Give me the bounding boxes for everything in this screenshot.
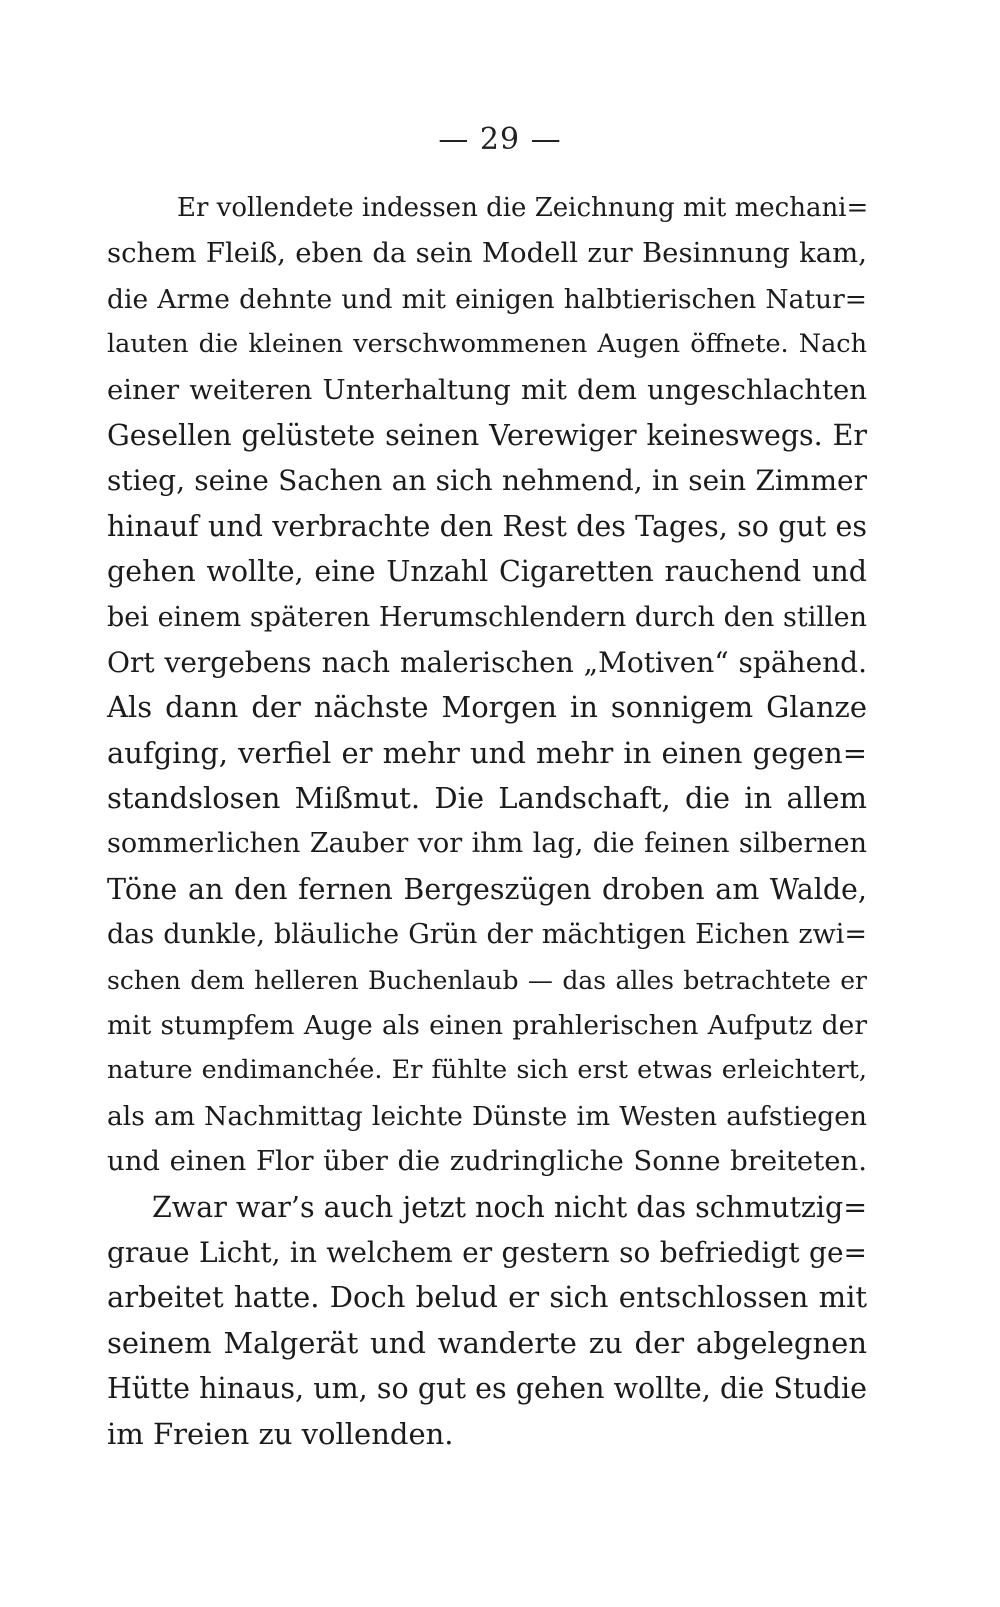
- text-line: nature endimanchée. Er fühlte sich erst etwas erleichtert,: [107, 1055, 867, 1086]
- text-line: gehen wollte, eine Unzahl Cigaretten rauchend und: [107, 555, 867, 589]
- paragraph-2: [107, 1185, 867, 1457]
- text-line: bei einem späteren Herumschlendern durch den stillen: [107, 601, 867, 633]
- text-line: aufging, verfiel er mehr und mehr in einen gegen=: [107, 735, 867, 770]
- text-line: Gesellen gelüstete seinen Verewiger keineswegs. Er: [107, 418, 867, 452]
- text-line: Als dann der nächste Morgen in sonnigem Glanze: [107, 690, 867, 725]
- text-line: die Arme dehnte und mit einigen halbtierischen Natur=: [107, 283, 867, 315]
- text-line: schem Fleiß, eben da sein Modell zur Besinnung kam,: [107, 237, 867, 270]
- paragraph-1: [107, 186, 867, 1185]
- text-line: als am Nachmittag leichte Dünste im Westen aufstiegen: [107, 1100, 867, 1132]
- text-line: Ort vergebens nach malerischen „Motiven“ spähend.: [107, 645, 867, 679]
- text-line: Zwar war’s auch jetzt noch nicht das schmutzig=: [152, 1190, 868, 1224]
- page-number: — 29 —: [438, 122, 562, 157]
- text-line: mit stumpfem Auge als einen prahlerischen Aufputz der: [107, 1010, 867, 1042]
- body-text: [107, 186, 867, 1457]
- text-line: sommerlichen Zauber vor ihm lag, die feinen silbernen: [107, 828, 867, 860]
- text-line: lauten die kleinen verschwommenen Augen öffnete. Nach: [107, 329, 867, 360]
- text-line: schen dem helleren Buchenlaub — das alles betrachtete er: [107, 965, 867, 995]
- text-line: arbeitet hatte. Doch belud er sich entschlossen mit: [107, 1280, 867, 1315]
- text-line: graue Licht, in welchem er gestern so befriedigt ge=: [107, 1235, 867, 1269]
- text-line: stieg, seine Sachen an sich nehmend, in sein Zimmer: [107, 464, 867, 498]
- text-line: hinauf und verbrachte den Rest des Tages, so gut es: [107, 509, 867, 543]
- text-line: einer weiteren Unterhaltung mit dem ungeschlachten: [107, 373, 867, 406]
- text-line: und einen Flor über die zudringliche Sonne breiteten.: [107, 1145, 867, 1178]
- text-line: im Freien zu vollenden.: [107, 1416, 454, 1451]
- text-line: seinem Malgerät und wanderte zu der abgelegnen: [107, 1325, 867, 1360]
- text-line: das dunkle, bläuliche Grün der mächtigen Eichen zwi=: [107, 919, 867, 951]
- text-line: standslosen Mißmut. Die Landschaft, die in allem: [107, 781, 867, 816]
- text-line: Töne an den fernen Bergeszügen droben am Walde,: [107, 872, 867, 906]
- text-line: Hütte hinaus, um, so gut es gehen wollte, die Studie: [107, 1372, 867, 1406]
- text-line: Er vollendete indessen die Zeichnung mit mechani=: [177, 193, 869, 223]
